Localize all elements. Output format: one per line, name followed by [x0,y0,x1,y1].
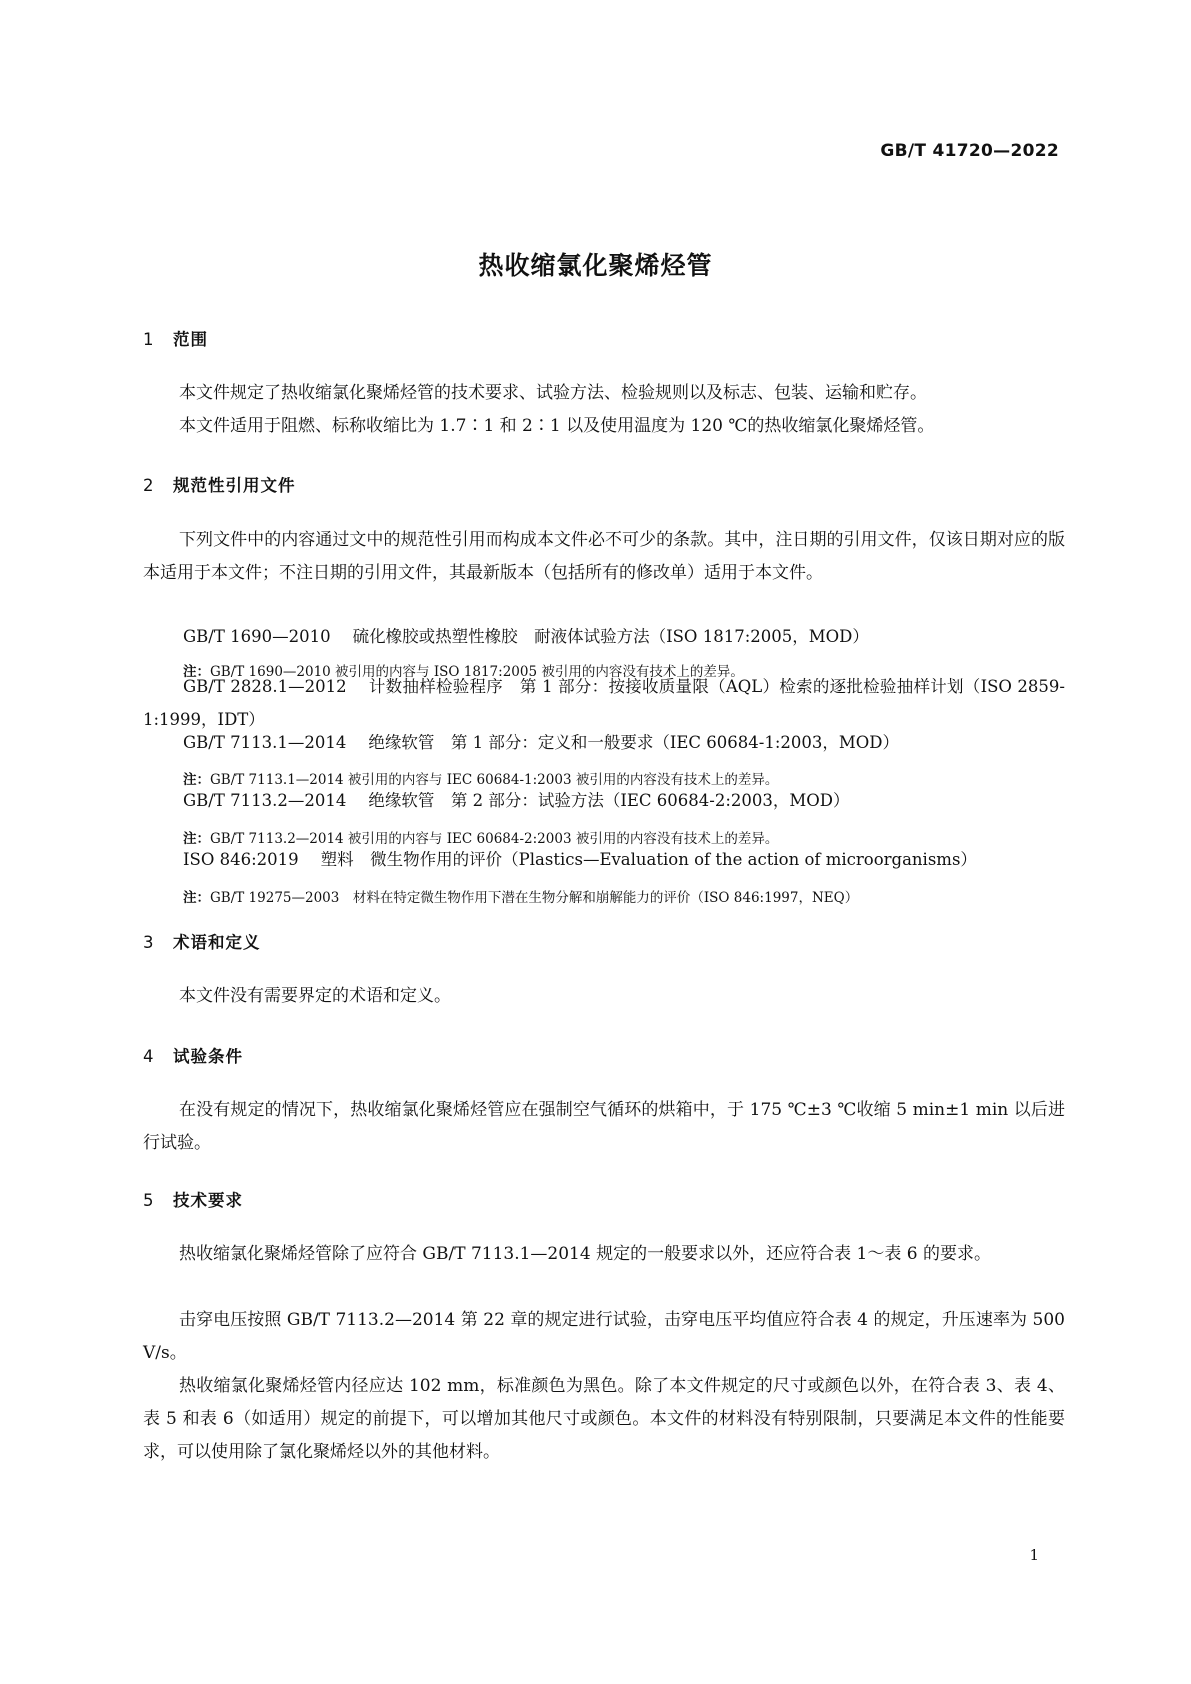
reference-code: GB/T 7113.1—2014 [183,733,347,752]
page-number: 1 [1029,1546,1039,1564]
note-text: GB/T 7113.2—2014 被引用的内容与 IEC 60684-2:2003 被引用的内容没有技术上的差异。 [210,831,779,847]
reference-item [183,620,869,653]
note-text: GB/T 19275—2003 材料在特定微生物作用下潜在生物分解和崩解能力的评价（ISO 846:1997，NEQ） [210,890,859,906]
reference-item [183,726,899,759]
standard-number: GB/T 41720—2022 [880,141,1059,161]
paragraph-requirements-2: 击穿电压按照 GB/T 7113.2—2014 第 22 章的规定进行试验，击穿电压平均值应符合表 4 的规定，升压速率为 500 V/s。 [143,1310,1065,1363]
paragraph-scope-1: 本文件规定了热收缩氯化聚烯烃管的技术要求、试验方法、检验规则以及标志、包装、运输和贮存。 [179,383,927,403]
reference-note [183,886,858,906]
reference-title: 硫化橡胶或热塑性橡胶 耐液体试验方法（ISO 1817:2005，MOD） [352,627,869,646]
paragraph-refs-intro: 下列文件中的内容通过文中的规范性引用而构成本文件必不可少的条款。其中，注日期的引用文件，仅该日期对应的版本适用于本文件；不注日期的引用文件，其最新版本（包括所有的修改单）适用于本文件。 [143,530,1065,583]
reference-code: ISO 846:2019 [183,850,299,869]
reference-title: 绝缘软管 第 1 部分：定义和一般要求（IEC 60684-1:2003，MOD） [368,733,900,752]
paragraph-scope-2: 本文件适用于阻燃、标称收缩比为 1.7∶1 和 2∶1 以及使用温度为 120 ℃的热收缩氯化聚烯烃管。 [179,416,935,436]
section-heading-4 [143,1043,243,1067]
reference-title: 塑料 微生物作用的评价（Plastics—Evaluation of the action of microorganisms） [320,850,977,869]
reference-title: 计数抽样检验程序 第 1 部分：按接收质量限（AQL）检索的逐批检验抽样计划（ISO 2859-1:1999，IDT） [143,677,1065,729]
paragraph-terms: 本文件没有需要界定的术语和定义。 [179,986,451,1006]
reference-code: GB/T 1690—2010 [183,627,331,646]
section-title: 试验条件 [173,1047,243,1066]
paragraph-requirements-1: 热收缩氯化聚烯烃管除了应符合 GB/T 7113.1—2014 规定的一般要求以外，还应符合表 1～表 6 的要求。 [179,1244,991,1264]
section-number: 5 [143,1191,155,1210]
note-text: GB/T 1690—2010 被引用的内容与 ISO 1817:2005 被引用的内容没有技术上的差异。 [210,664,744,680]
reference-item [183,784,850,817]
note-label: 注： [183,664,210,680]
section-title: 规范性引用文件 [173,476,296,495]
section-title: 范围 [173,330,208,349]
reference-item [183,843,977,876]
section-heading-2 [143,472,296,496]
section-title: 技术要求 [173,1191,243,1210]
reference-code: GB/T 7113.2—2014 [183,791,347,810]
note-label: 注： [183,831,210,847]
section-title: 术语和定义 [173,933,261,952]
note-label: 注： [183,772,210,788]
note-label: 注： [183,890,210,906]
document-title: 热收缩氯化聚烯烃管 [478,251,713,280]
paragraph-requirements-3: 热收缩氯化聚烯烃管内径应达 102 mm，标准颜色为黑色。除了本文件规定的尺寸或颜色以外，在符合表 3、表 4、表 5 和表 6（如适用）规定的前提下，可以增加其他尺寸或颜色。本文件的材料没有特别限制，只要满足本文件的性能要求，可以使用除了氯化聚烯烃以外的其他材料。 [143,1376,1065,1462]
reference-title: 绝缘软管 第 2 部分：试验方法（IEC 60684-2:2003，MOD） [368,791,850,810]
note-text: GB/T 7113.1—2014 被引用的内容与 IEC 60684-1:2003 被引用的内容没有技术上的差异。 [210,772,779,788]
reference-code: GB/T 2828.1—2012 [183,677,347,696]
paragraph-test-conditions: 在没有规定的情况下，热收缩氯化聚烯烃管应在强制空气循环的烘箱中，于 175 ℃±3 ℃收缩 5 min±1 min 以后进行试验。 [143,1100,1065,1153]
section-number: 3 [143,933,155,952]
section-number: 4 [143,1047,155,1066]
section-number: 1 [143,330,155,349]
section-heading-1 [143,326,208,350]
section-heading-3 [143,929,261,953]
section-number: 2 [143,476,155,495]
section-heading-5 [143,1187,243,1211]
